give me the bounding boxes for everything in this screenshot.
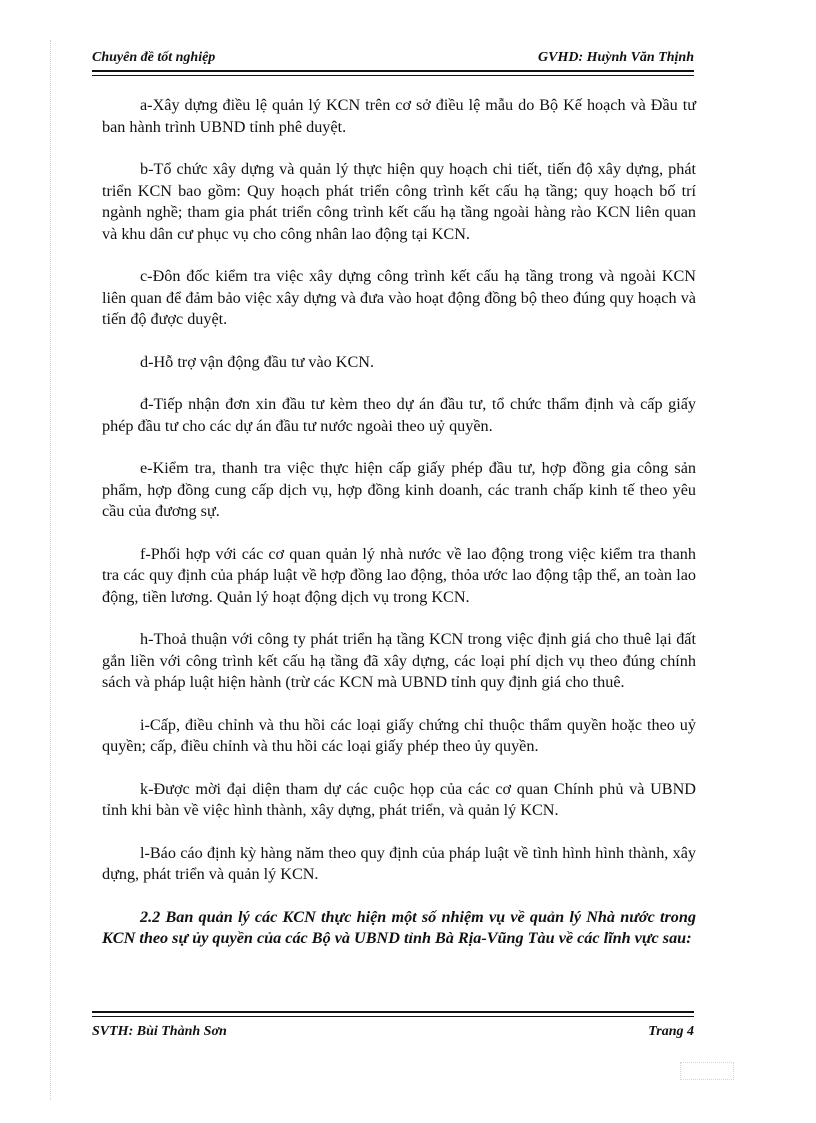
header-rule-thin xyxy=(92,75,694,76)
paragraph-dd: đ-Tiếp nhận đơn xin đầu tư kèm theo dự án đầu tư, tổ chức thẩm định và cấp giấy phép đầu tư cho các dự án đầu tư nước ngoài theo uỷ quyền. xyxy=(102,395,696,435)
paragraph-k: k-Được mời đại diện tham dự các cuộc họp của các cơ quan Chính phủ và UBND tỉnh khi bàn về việc hình thành, xây dựng, phát triển, và quản lý KCN. xyxy=(102,779,696,819)
footer-student: SVTH: Bùi Thành Sơn xyxy=(92,1024,227,1039)
document-body xyxy=(102,95,696,971)
paragraph-c: c-Đôn đốc kiểm tra việc xây dựng công trình kết cấu hạ tầng trong và ngoài KCN liên quan để đảm bảo việc xây dựng và đưa vào hoạt động đồng bộ theo đúng quy hoạch và tiến độ được duyệt. xyxy=(102,267,696,328)
header-thesis-title: Chuyên đề tốt nghiệp xyxy=(92,50,216,65)
paragraph-d: d-Hỗ trợ vận động đầu tư vào KCN. xyxy=(140,352,375,371)
footer-page-number: Trang 4 xyxy=(648,1024,694,1039)
header-advisor: GVHD: Huỳnh Văn Thịnh xyxy=(538,50,694,65)
paragraph-b: b-Tổ chức xây dựng và quản lý thực hiện quy hoạch chi tiết, tiến độ xây dựng, phát triển KCN bao gồm: Quy hoạch phát triển công trình kết cấu hạ tầng; quy hoạch bố trí ngành nghề; tham gia phát triển công trình kết cấu hạ tầng ngoài hàng rào KCN liên quan và khu dân cư phục vụ cho công nhân lao động tại KCN. xyxy=(102,160,696,243)
section-heading-2-2: 2.2 Ban quản lý các KCN thực hiện một số nhiệm vụ về quản lý Nhà nước trong KCN theo sự ủy quyền của các Bộ và UBND tỉnh Bà Rịa-Vũng Tàu về các lĩnh vực sau: xyxy=(102,907,696,947)
page-footer xyxy=(92,1024,694,1040)
scan-margin-marks xyxy=(50,40,53,1100)
paragraph-a: a-Xây dựng điều lệ quản lý KCN trên cơ sở điều lệ mẫu do Bộ Kế hoạch và Đầu tư ban hành trình UBND tỉnh phê duyệt. xyxy=(102,96,696,136)
header-rule-thick xyxy=(92,70,694,72)
footer-rule-thick xyxy=(92,1011,694,1013)
page-header xyxy=(92,50,694,66)
footer-rule-thin xyxy=(92,1016,694,1017)
paragraph-l: l-Báo cáo định kỳ hàng năm theo quy định của pháp luật về tình hình hình thành, xây dựng, phát triển và quản lý KCN. xyxy=(102,843,696,883)
paragraph-f: f-Phối hợp với các cơ quan quản lý nhà nước về lao động trong việc kiểm tra thanh tra các quy định của pháp luật về hợp đồng lao động, thỏa ước lao động tập thể, an toàn lao động, tiền lương. Quản lý hoạt động dịch vụ trong KCN. xyxy=(102,544,696,606)
paragraph-e: e-Kiểm tra, thanh tra việc thực hiện cấp giấy phép đầu tư, hợp đồng gia công sản phẩm, hợp đồng cung cấp dịch vụ, hợp đồng kinh doanh, các tranh chấp kinh tế theo yêu cầu của đương sự. xyxy=(102,459,696,520)
paragraph-h: h-Thoả thuận với công ty phát triển hạ tầng KCN trong việc định giá cho thuê lại đất gắn liền với công trình kết cấu hạ tầng đã xây dựng, các loại phí dịch vụ theo đúng chính sách và pháp luật hiện hành (trừ các KCN mà UBND tỉnh quy định giá cho thuê. xyxy=(102,630,696,691)
paragraph-i: i-Cấp, điều chỉnh và thu hồi các loại giấy chứng chỉ thuộc thẩm quyền hoặc theo uỷ quyền; cấp, điều chỉnh và thu hồi các loại giấy phép theo ủy quyền. xyxy=(102,715,696,755)
scan-stamp-mark xyxy=(680,1062,734,1080)
